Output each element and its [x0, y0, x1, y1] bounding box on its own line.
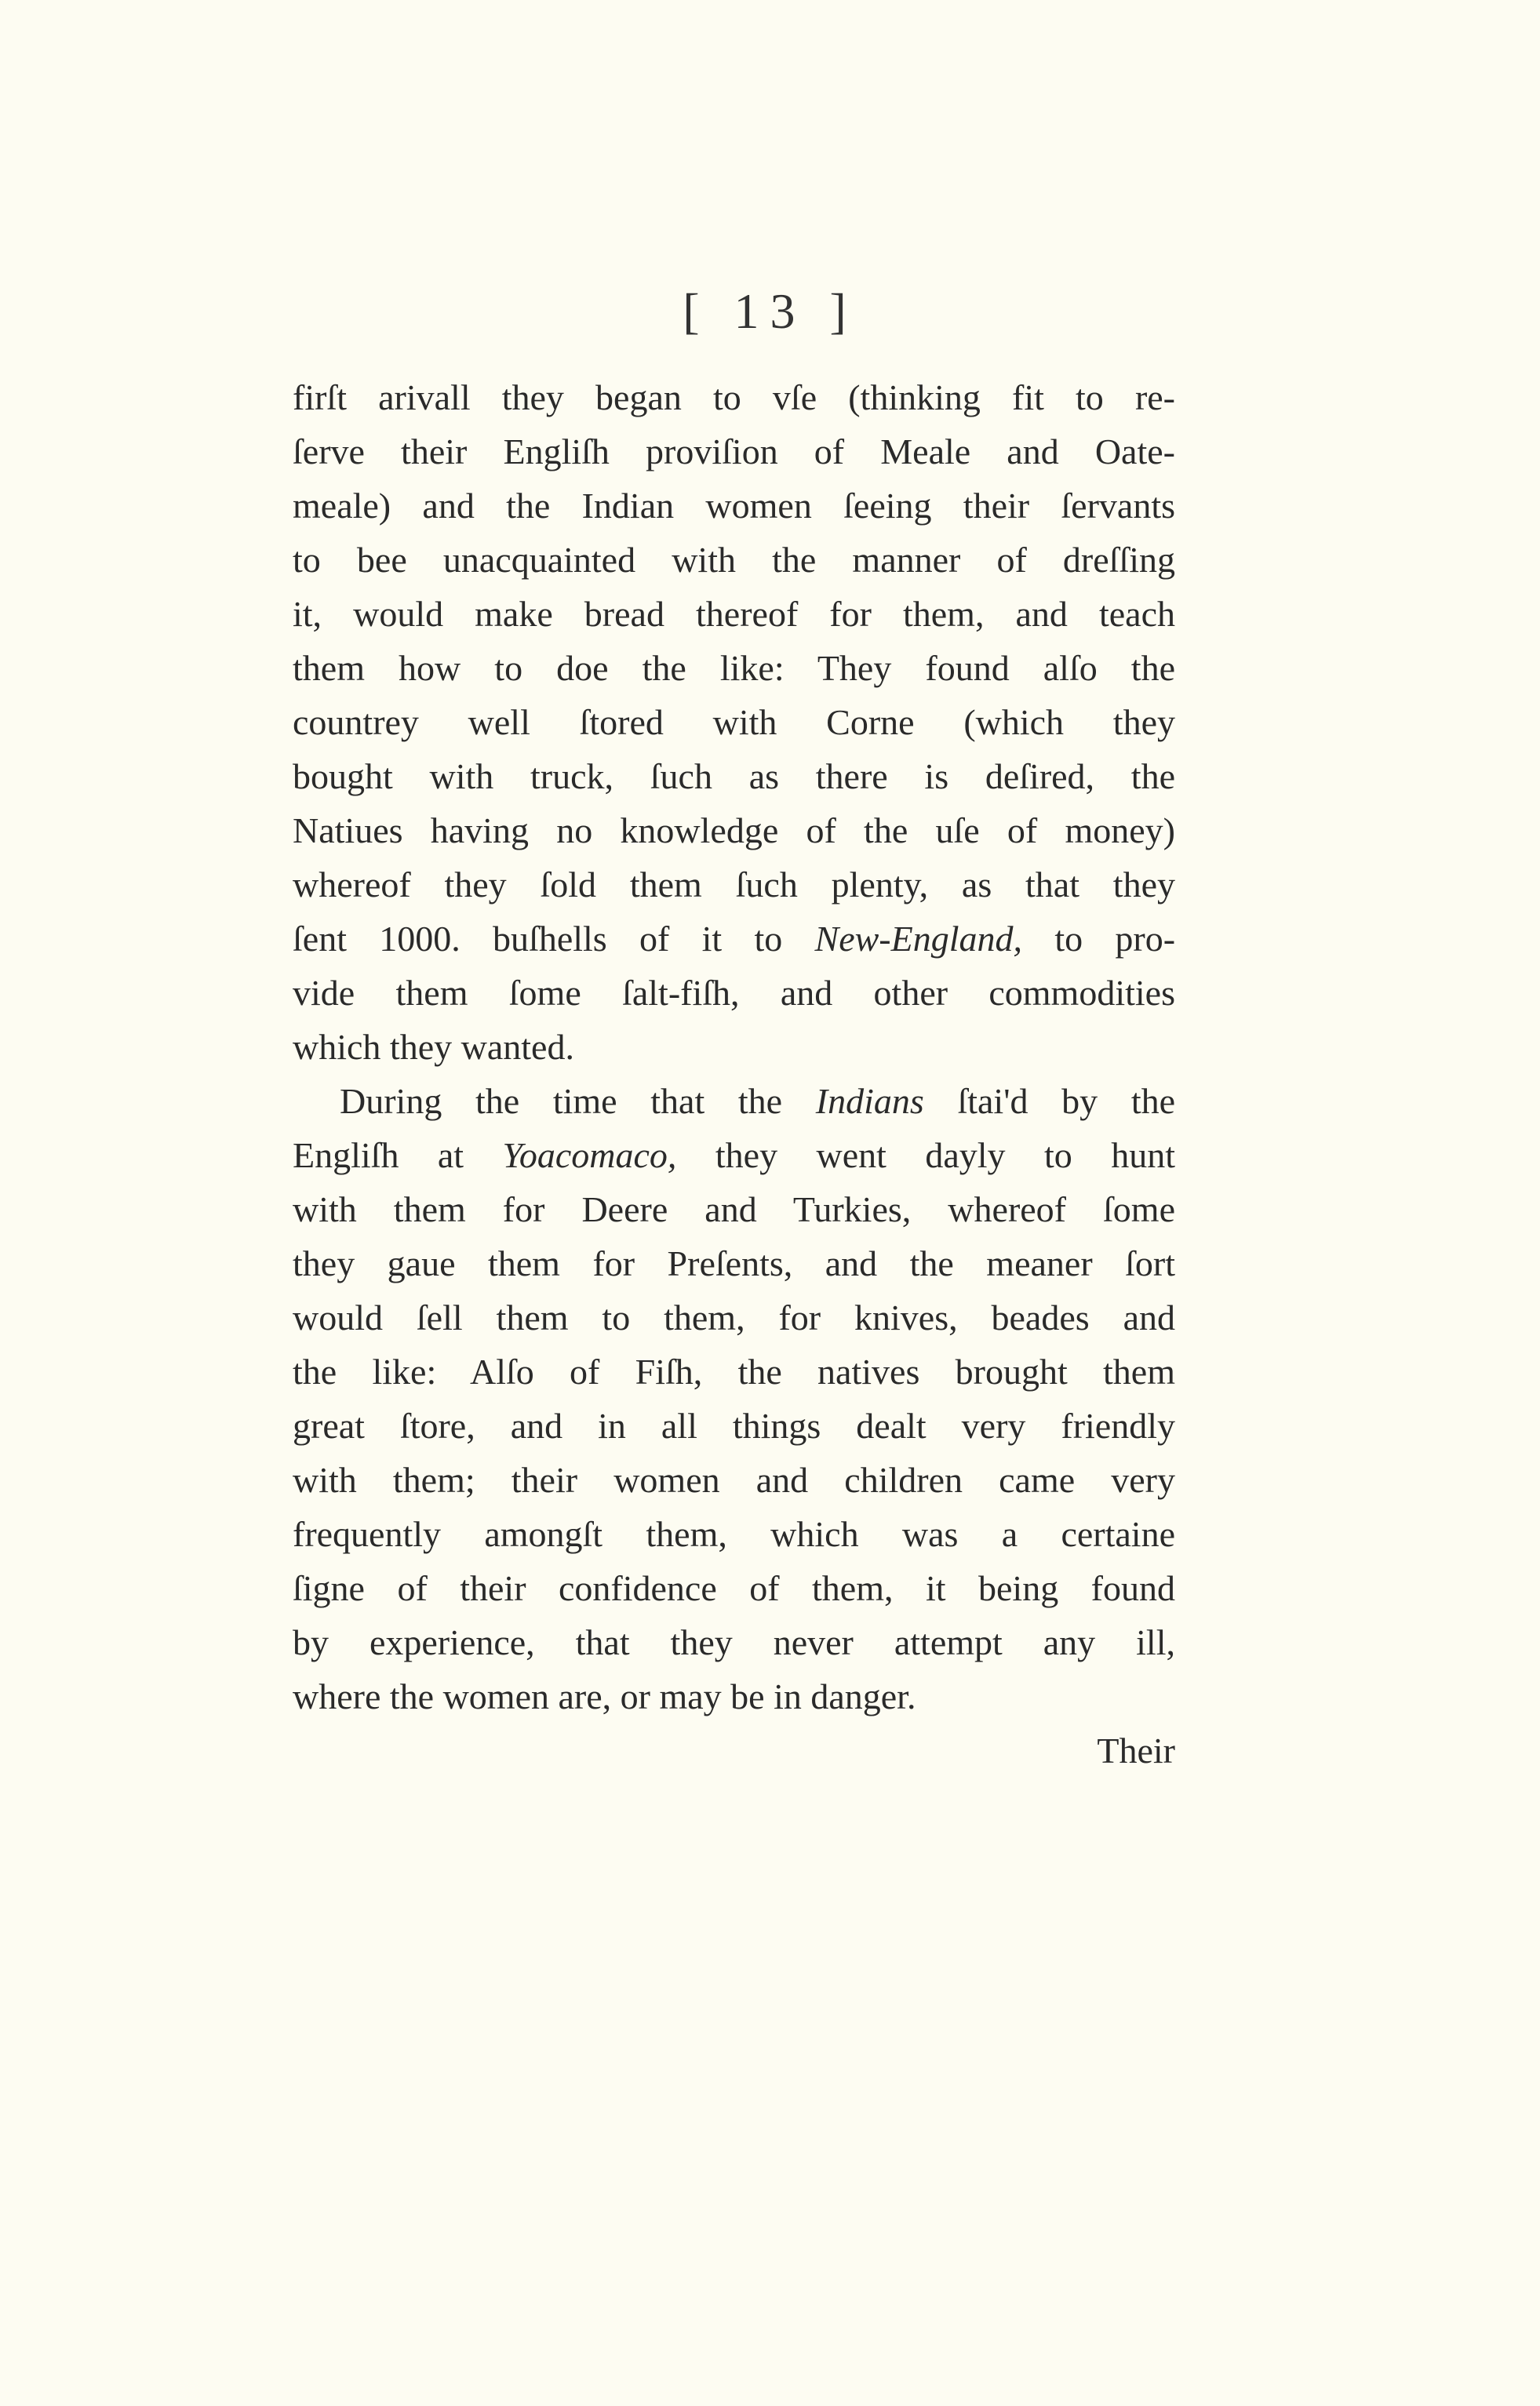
- text-line: firſt arivall they began to vſe (thinking fit to re-: [293, 377, 1175, 417]
- text-line: Natiues having no knowledge of the uſe of money): [293, 810, 1175, 850]
- text-line: which they wanted.: [293, 1027, 574, 1067]
- text-line: it, would make bread thereof for them, and teach: [293, 594, 1175, 634]
- text-line: whereof they ſold them ſuch plenty, as that they: [293, 864, 1175, 905]
- catchword: Their: [1097, 1731, 1175, 1771]
- italic-word: Indians: [815, 1081, 924, 1121]
- text-line: [293, 912, 1175, 966]
- page-number: [ 13 ]: [683, 283, 857, 339]
- text-segment: they went dayly to hunt: [715, 1135, 1175, 1175]
- text-line: the like: Alſo of Fiſh, the natives brought them: [293, 1352, 1175, 1392]
- text-line: frequently amongſt them, which was a certaine: [293, 1514, 1175, 1554]
- italic-place-name: New-England,: [814, 919, 1023, 959]
- text-line: bought with truck, ſuch as there is deſired, the: [293, 756, 1175, 796]
- text-line: they gaue them for Preſents, and the meaner ſort: [293, 1243, 1175, 1283]
- text-line: would ſell them to them, for knives, beades and: [293, 1298, 1175, 1338]
- text-segment: ſent 1000. buſhells of it to: [293, 919, 783, 959]
- text-segment: ſtai'd by the: [957, 1081, 1176, 1121]
- italic-place-name: Yoacomaco,: [502, 1135, 677, 1175]
- body-text: [293, 370, 1175, 1778]
- text-line: vide them ſome ſalt-fiſh, and other commodities: [293, 973, 1175, 1013]
- text-line: meale) and the Indian women ſeeing their ſervants: [293, 486, 1175, 526]
- text-line: to bee unacquainted with the manner of dreſſing: [293, 540, 1175, 580]
- text-line: with them for Deere and Turkies, whereof ſome: [293, 1189, 1175, 1229]
- text-line: ſerve their Engliſh proviſion of Meale and Oate-: [293, 431, 1175, 471]
- text-line: [293, 1128, 1175, 1182]
- text-line: [293, 1074, 1175, 1128]
- text-segment: During the time that the: [340, 1081, 783, 1121]
- text-line: where the women are, or may be in danger.: [293, 1676, 916, 1716]
- text-line: by experience, that they never attempt any ill,: [293, 1622, 1175, 1662]
- text-line: great ſtore, and in all things dealt very friendly: [293, 1406, 1175, 1446]
- text-line: with them; their women and children came very: [293, 1460, 1175, 1500]
- text-segment: to pro-: [1054, 919, 1176, 959]
- text-line: ſigne of their confidence of them, it being found: [293, 1568, 1175, 1608]
- text-line: countrey well ſtored with Corne (which they: [293, 702, 1175, 742]
- text-line: them how to doe the like: They found alſo the: [293, 648, 1175, 688]
- text-segment: Engliſh at: [293, 1135, 464, 1175]
